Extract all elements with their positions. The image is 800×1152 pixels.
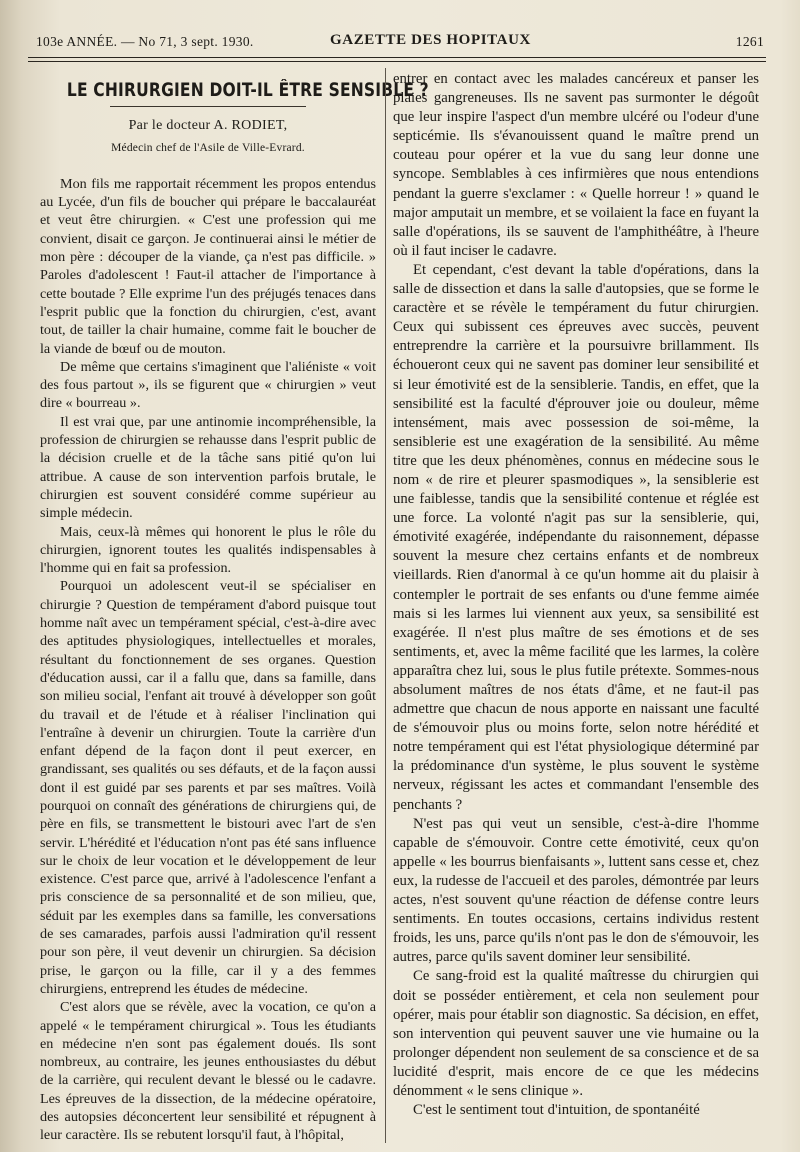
paragraph: Et cependant, c'est devant la table d'opérations, dans la salle de dissection et dans la salle d'autopsies, que se forme le caractère et se révèle le tempérament du futur chirurgien. Ceux qui subissent ces épreuves avec succès, peuvent entreprendre la carrière et la poursuivre brillamment. Ils échoueront ceux qui ne savent pas dominer leur sensibilité et si leur émotivité est de la sensiblerie. Tandis, en effet, que la sensibilité est la faculté d'éprouver joie ou douleur, même intensément, mais avec possession de soi-même, la sensiblerie est une exagération de la sensibilité. Au même titre que les deux phénomènes, connus en médecine sous le nom « de rire et pleurer spasmodiques », la sensiblerie est une faiblesse, tandis que la sensibilité contenue et réglée est une force. La volonté n'agit pas sur la sensiblerie, qui, émotivité exagérée, indépendante du raisonnement, dépasse souvent la mesure chez certains enfants et de nombreux vieillards. Rien d'anormal à ce qu'un homme ait du plaisir à contempler le portrait de ses enfants ou d'une femme aimée mais si les larmes lui viennent aux yeux, sa sensibilité est exagérée. Il n'est plus maître de ses émotions et de ses sentiments, et, avec la même facilité que les larmes, la colère apparaîtra chez lui, sous le plus futile prétexte. Sommes-nous absolument maîtres de nos états d'âme, et ne faut-il pas admettre que chacun de nous apporte en naissant une faculté de s'émouvoir plus ou moins forte, selon notre hérédité et notre tempérament qui est l'état physiologique déterminé par la prédominance d'un système, le plus souvent le système nerveux, régissant les actes et commandant l'ensemble des penchants ? [393,261,759,813]
paragraph: C'est alors que se révèle, avec la vocation, ce qu'on a appelé « le tempérament chirurgical ». Tous les étudiants en médecine n'en sont pas également doués. Ils sont nombreux, au contraire, les jeunes enthousiastes du début de la carrière, qui reculent devant le blessé ou le cadavre. Les épreuves de la dissection, de la médecine opératoire, des autopsies déconcertent leur sensibilité et répugnent à leur caractère. Ils se rebutent lorsqu'il faut, à l'hôpital, [40,999,376,1144]
paragraph: De même que certains s'imaginent que l'aliéniste « voit des fous partout », ils se figurent que « chirurgien » veut dire « bourreau ». [40,358,376,412]
left-column [40,70,429,1145]
page-header [30,28,766,52]
header-rule-thick [28,57,766,58]
paragraph: Ce sang-froid est la qualité maîtresse du chirurgien qui doit se posséder entièrement, et cela non seulement pour opérer, mais pour établir son diagnostic. Sa décision, en effet, son intervention qui peuvent sauver une vie humaine ou la prolonger dépendent non seulement de sa conscience et de sa lucidité d'esprit, mais encore de ce que les médecins dénomment « le sens clinique ». [393,968,759,1099]
journal-name: GAZETTE DES HOPITAUX [330,32,531,48]
author-affiliation: Médecin chef de l'Asile de Ville-Evrard. [111,141,305,154]
paragraph: entrer en contact avec les malades cancéreux et panser les plaies gangreneuses. Ils ne savent pas surmonter le dégoût que leur inspire l'aspect d'un membre ulcéré ou l'odeur d'une septicémie. Ils s'évanouissent quand le maître prend un couteau pour opérer et la vue du sang leur donne une syncope. Semblables à ces infirmières que nous entendions pendant la guerre s'exclamer : « Quelle horreur ! » quand le major amputait un membre, et se voilaient la face en fuyant la salle d'opérations, ils se sauvent de l'amphithéâtre, à l'heure où il faut inciser le cadavre. [393,71,759,259]
paragraph: C'est le sentiment tout d'intuition, de spontanéité [413,1102,700,1119]
right-column [393,70,759,1120]
header-rule-thin [28,61,766,62]
paragraph: N'est pas qui veut un sensible, c'est-à-dire l'homme capable de s'émouvoir. Contre cette émotivité, ceux qu'on appelle « les bourrus bienfaisants », luttent sans cesse et, chez eux, la rudesse de l'accueil et des paroles, démontrée par leurs actes, n'est souvent qu'une réaction de défense contre leurs sentiments. En toutes occasions, certains individus restent froids, les uns, parce qu'ils n'ont pas le don de s'émouvoir, les autres, parce qu'ils savent dominer leur sensibilité. [393,815,759,966]
paragraph: Pourquoi un adolescent veut-il se spécialiser en chirurgie ? Question de tempérament d'abord puisque tout homme naît avec un tempérament spécial, c'est-à-dire avec des aptitudes physiologiques, intellectuelles et morales, résultant du fonctionnement de ses organes. Question d'éducation aussi, car il a fallu que, dans sa famille, dans son milieu social, l'enfant ait trouvé à développer son goût du travail et de l'étude et à réaliser l'inclination qui l'entraîne à devenir un chirurgien. Toute la carrière d'un enfant dépend de la façon dont il peut exercer, en grandissant, ses qualités ou ses défauts, et de la façon aussi dont il est guidé par ses parents et par ses maîtres. Voilà pourquoi on connaît des générations de chirurgiens qui, de père en fils, se transmettent le bistouri avec l'art de s'en servir. L'hérédité et l'éducation n'ont pas été sans influence sur le choix de leur vocation et le développement de leur existence. C'est parce que, arrivé à l'adolescence l'enfant a pris conscience de sa personnalité et de son milieu, que, séduit par les exemples dans sa famille, les conversations de ses camarades, parfois aussi l'admiration qu'il ressent pour son père, il veut devenir un chirurgien. Sa décision prise, le garçon ou la fille, car il y a des femmes chirurgiens, entreprend les études de médecine. [40,578,376,997]
paragraph: Mon fils me rapportait récemment les propos entendus au Lycée, d'un fils de boucher qui prépare le baccalauréat et veut être chirurgien. « C'est une profession qui me convient, disait ce garçon. Je continuerai ainsi le métier de mon père : découper de la viande, ça n'est pas difficile. » Paroles d'adolescent ! Faut-il attacher de l'importance à cette boutade ? Elle exprime l'un des préjugés tenaces dans l'esprit public que la fonction du chirurgien, c'est, avant tout, de tailler la chair humaine, comme fait le boucher de la viande de bœuf ou de mouton. [40,175,376,357]
article-title: LE CHIRURGIEN DOIT-IL ÊTRE SENSIBLE ? [66,80,429,101]
title-underline [110,106,306,107]
issue-info: 103e ANNÉE. — No 71, 3 sept. 1930. [36,34,254,49]
paragraph: Il est vrai que, par une antinomie incompréhensible, la profession de chirurgien se rehausse dans l'esprit public de la décision cruelle et de la tâche sans pitié qu'on lui attribue. A cause de son intervention parfois brutale, le chirurgien est souvent considéré comme supérieur au simple médecin. [40,413,376,522]
article-author: Par le docteur A. RODIET, [128,118,288,134]
column-divider [385,68,386,1143]
paragraph: Mais, ceux-là mêmes qui honorent le plus le rôle du chirurgien, ignorent toutes les qualités indispensables à l'homme qui en fait sa profession. [40,523,376,577]
page-number: 1261 [735,34,764,49]
